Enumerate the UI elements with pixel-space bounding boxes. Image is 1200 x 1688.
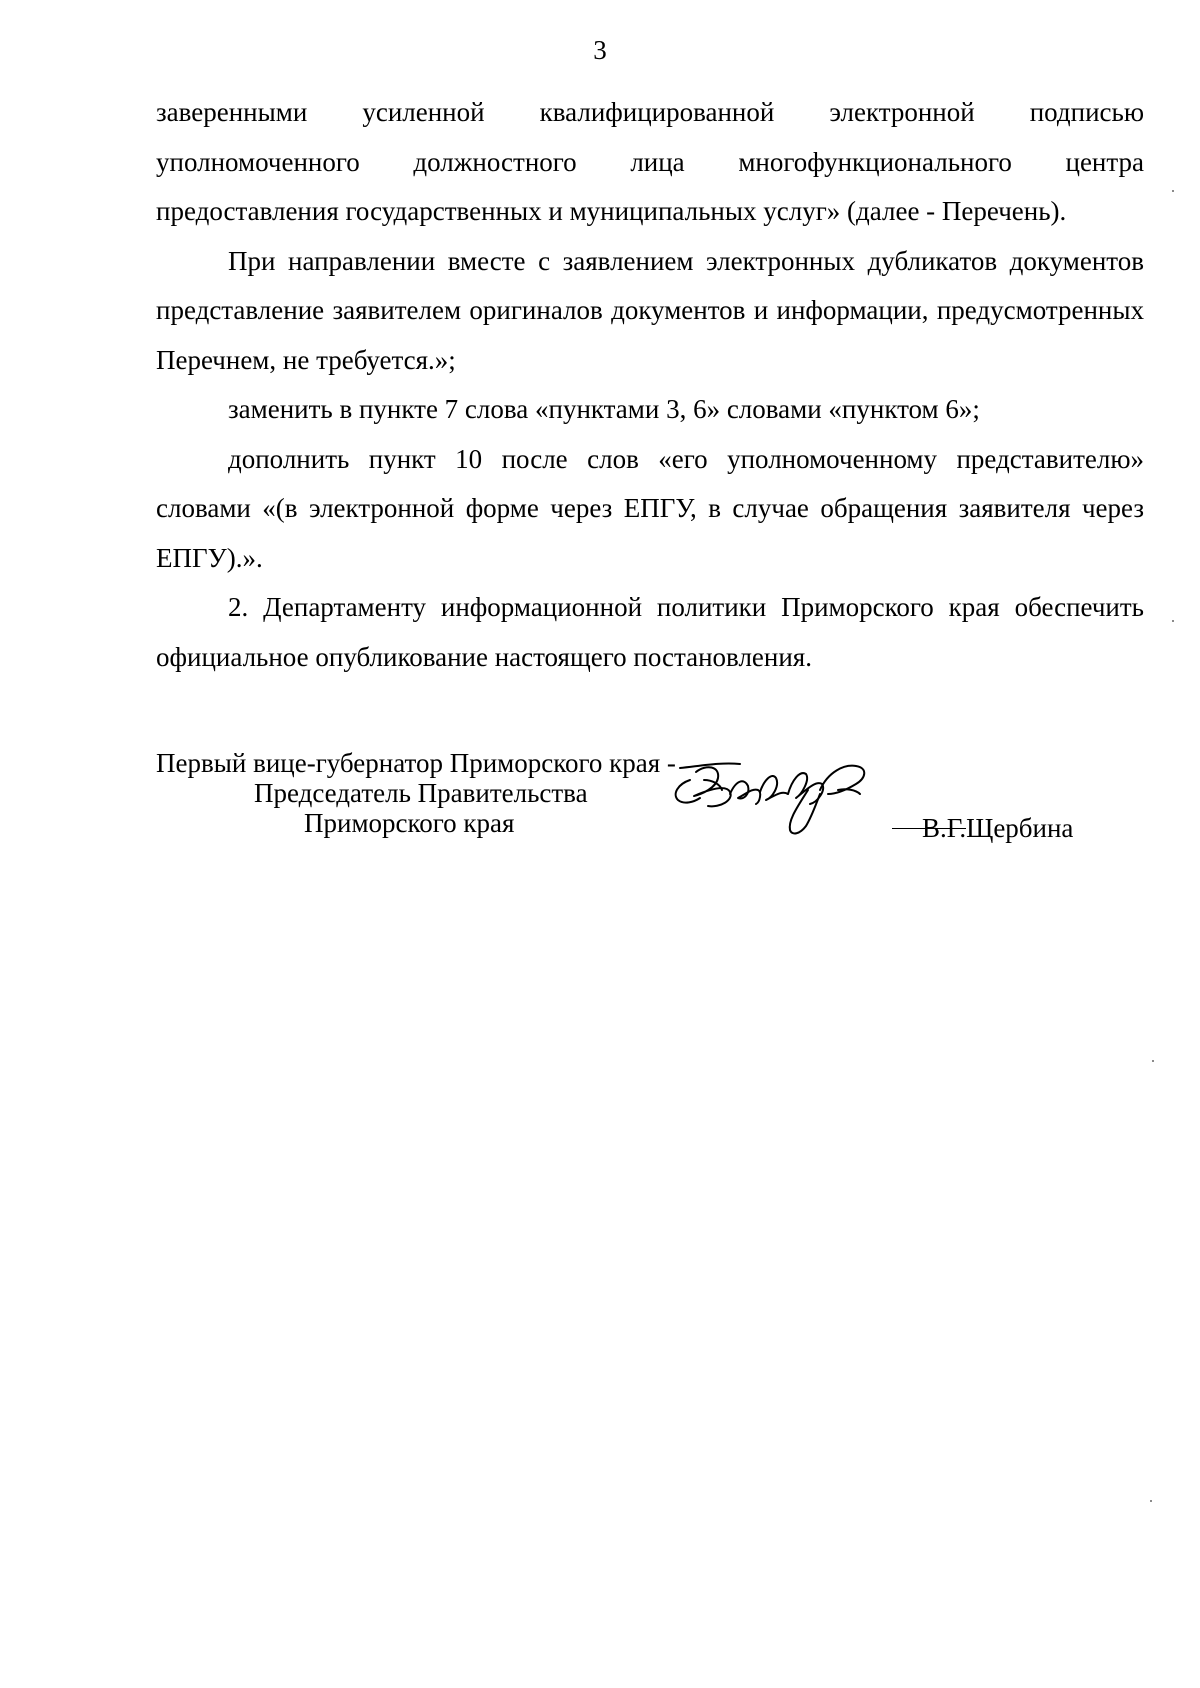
scan-speck: [1150, 1500, 1152, 1502]
signatory-initials: В.Г.: [922, 812, 966, 844]
body-text: [156, 88, 1144, 682]
paragraph-item-2-publication: 2. Департаменту информационной политики Приморского края обеспечить официальное опубликование настоящего постановления.: [156, 592, 1144, 672]
position-line-1: Первый вице-губернатор Приморского края -: [156, 748, 676, 778]
scan-speck: [1172, 190, 1174, 192]
handwritten-signature: [660, 750, 920, 840]
position-line-2: Председатель Правительства: [254, 778, 588, 808]
position-line-3: Приморского края: [304, 808, 515, 838]
page-number: 3: [593, 35, 607, 65]
scan-speck: [1172, 620, 1174, 622]
scan-speck: [1152, 1060, 1154, 1062]
signatory-position: [156, 748, 676, 838]
paragraph-amend-item-10: дополнить пункт 10 после слов «его уполномоченному представителю» словами «(в электронной форме через ЕПГУ, в случае обращения заявителя через ЕПГУ).».: [156, 443, 1144, 573]
paragraph-continuation: заверенными усиленной квалифицированной электронной подписью уполномоченного должностного лица многофункционального центра предоставления государственных и муниципальных услуг» (далее - Перечень).: [156, 97, 1144, 226]
signatory-surname: Щербина: [966, 813, 1074, 843]
paragraph-amend-item-7: заменить в пункте 7 слова «пунктами 3, 6» словами «пунктом 6»;: [228, 394, 980, 424]
paragraph-originals-not-required: При направлении вместе с заявлением электронных дубликатов документов представление заявителем оригиналов документов и информации, предусмотренных Перечнем, не требуется.»;: [156, 245, 1144, 375]
strike-line: [892, 828, 966, 829]
signatory-name: [922, 812, 1073, 844]
